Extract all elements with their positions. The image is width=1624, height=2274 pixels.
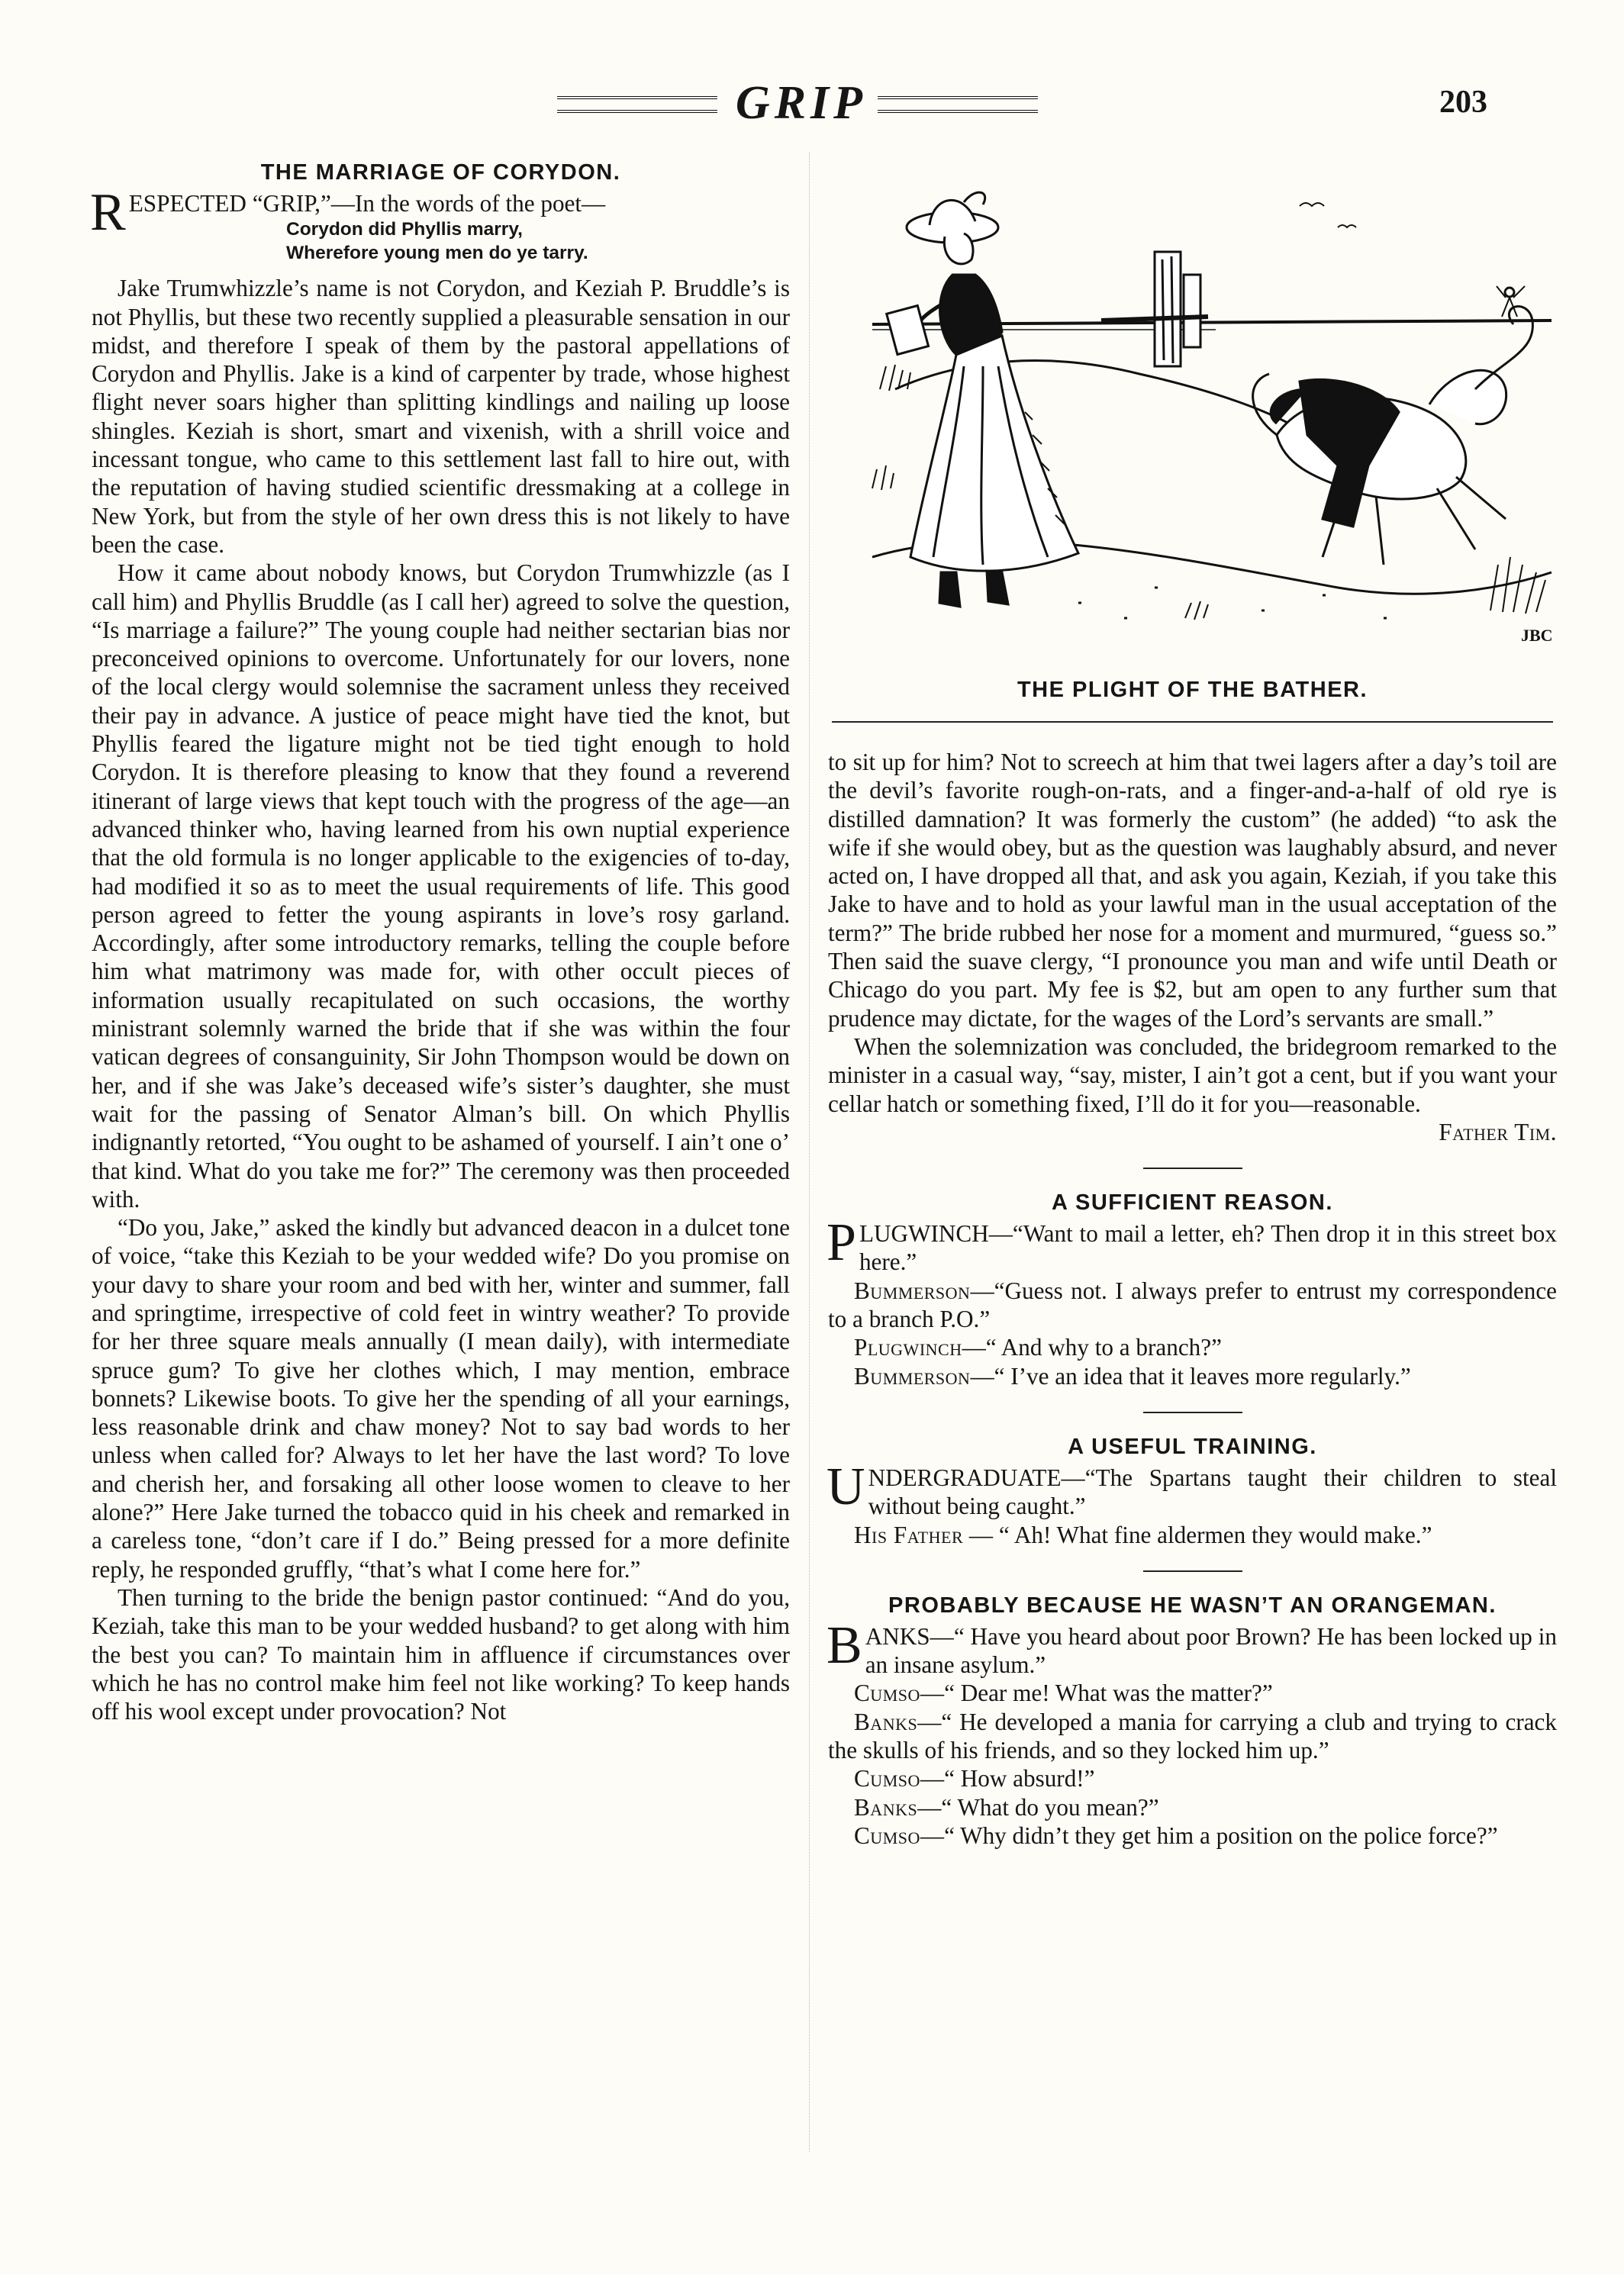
dropcap-b: B [826, 1615, 862, 1675]
illustration-drawing [849, 160, 1559, 668]
speaker-name: NDERGRADUATE [868, 1464, 1062, 1491]
dialogue-line [828, 1764, 1557, 1792]
dialogue-text: —“Want to mail a letter, eh? Then drop it in this street box here.” [859, 1220, 1557, 1276]
speaker-name: Cumso [854, 1821, 920, 1849]
dialogue-line [828, 1679, 1557, 1707]
page-number: 203 [1439, 85, 1487, 120]
masthead-rule-left [557, 96, 717, 113]
dialogue-line [828, 1277, 1557, 1334]
dialogue-text: —“ What do you mean?” [917, 1793, 1159, 1821]
verse-line-2: Wherefore young men do ye tarry. [286, 243, 588, 264]
dialogue-text: —“ Have you heard about poor Brown? He has been locked up in an insane asylum.” [865, 1622, 1557, 1679]
artist-signature: JBC [1521, 626, 1553, 645]
dialogue-text: —“The Spartans taught their children to steal without being caught.” [868, 1464, 1557, 1520]
dialogue-text: —“ How absurd!” [920, 1765, 1095, 1792]
speaker-name: Banks [854, 1708, 918, 1735]
separator-rule [1143, 1168, 1242, 1169]
speaker-name: Banks [854, 1793, 918, 1821]
dialogue-text: —“ And why to a branch?” [962, 1334, 1222, 1361]
masthead-logo: GRIP [735, 77, 868, 129]
paragraph-6: When the solemnization was concluded, the bridegroom remarked to the minister in a casual way, “say, mister, I ain’t got a cent, but if you want your cellar hatch or something fixed, I’ll do it for you—reasonable. [828, 1032, 1557, 1117]
dialogue-line [826, 1457, 1557, 1521]
speaker-name: Cumso [854, 1765, 920, 1792]
speaker-name: ANKS [865, 1622, 930, 1650]
speaker-name: Plugwinch [854, 1334, 962, 1361]
dropcap-p: P [826, 1213, 856, 1273]
dialogue-line [828, 1821, 1557, 1850]
article-title-marriage: THE MARRIAGE OF CORYDON. [260, 160, 621, 185]
dialogue-text: —“ Why didn’t they get him a position on the police force?” [920, 1821, 1498, 1849]
caption-rule [832, 721, 1553, 723]
paragraph-3: “Do you, Jake,” asked the kindly but advanced deacon in a dulcet tone of voice, “take this Keziah to be your wedded wife? Do you promise on your davy to share your room and bed with her, winter and summer, fall and springtime, irrespective of cold feet in wintry weather? To provide for her three square meals annually (I mean daily), with intermediate spruce gum? To give her clothes which, I may mention, embrace bonnets? Likewise boots. To give her the spending of all your earnings, less reasonable drink and chaw money? Not to say bad words to her unless when called for? Always to let her have the last word? To love and cherish her, and forsaking all other loose women to cleave to her alone?” Here Jake turned the tobacco quid in his cheek and remarked in a careless tone, “don’t care if I do.” Being pressed for a more definite reply, he responded gruffly, “that’s what I come here for.” [92, 1214, 790, 1583]
paragraph-4: Then turning to the bride the benign pastor continued: “And do you, Keziah, take this man to be your wedded husband? to get along with him the best you can? To maintain him in affluence if circumstances over which he has no control make him feel not like working? To keep hands off his wool except under provocation? Not [92, 1583, 790, 1725]
left-column [92, 157, 790, 1725]
bather-illustration [849, 160, 1559, 668]
masthead-rule-right [878, 96, 1038, 113]
dropcap-r: R [90, 183, 126, 242]
signature: Father Tim. [1439, 1118, 1557, 1145]
separator-rule [1143, 1412, 1242, 1413]
illustration-caption: THE PLIGHT OF THE BATHER. [1017, 678, 1368, 702]
speaker-name: Bummerson [854, 1362, 971, 1390]
speaker-name: LUGWINCH [859, 1220, 989, 1248]
speaker-name: Bummerson [854, 1277, 971, 1304]
dialogue-line [826, 1615, 1557, 1680]
paragraph-1: Jake Trumwhizzle’s name is not Corydon, and Keziah P. Bruddle’s is not Phyllis, but these two recently supplied a pleasurable sensation in our midst, and therefore I speak of them by the pastoral appellations of Corydon and Phyllis. Jake is a kind of carpenter by trade, whose highest flight never soars higher than splitting kindlings and nailing up loose shingles. Keziah is short, smart and vixenish, with a shrill voice and incessant tongue, who came to this settlement last fall to hire out, with the reputation of having studied scientific dressmaking at a college in New York, but from the style of her own dress this is not likely to have been the case. [92, 275, 790, 558]
verse-line-1: Corydon did Phyllis marry, [286, 219, 523, 240]
right-column [828, 748, 1557, 1850]
dialogue-text: — “ Ah! What fine aldermen they would make.” [963, 1521, 1432, 1548]
speaker-name: His Father [854, 1521, 964, 1548]
dialogue-line [828, 1333, 1557, 1361]
article-title-training: A USEFUL TRAINING. [1068, 1434, 1317, 1459]
dialogue-text: —“ He developed a mania for carrying a club and trying to crack the skulls of his friends, and so they locked him up.” [828, 1708, 1557, 1764]
salutation-text: ESPECTED “GRIP,”—In the words of the poet— [128, 190, 606, 217]
dialogue-line [828, 1708, 1557, 1765]
verse-quote [286, 217, 790, 265]
paragraph-5: to sit up for him? Not to screech at him that twei lagers after a day’s toil are the devil’s favorite rough-on-rats, and a finger-and-a-half of old rye is distilled damnation? It was formerly the custom” (he added) “to ask the wife if she would obey, but as the question was laughably absurd, and never acted on, I have dropped all that, and ask you again, Keziah, if you take this Jake to have and to hold as your lawful man in the usual acceptation of the term?” The bride rubbed her nose for a moment and murmured, “guess so.” Then said the suave clergy, “I pronounce you man and wife until Death or Chicago do you part. My fee is $2, but am open to any further sum that prudence may dictate, for the wages of the Lord’s servants are small.” [828, 749, 1557, 1032]
separator-rule [1143, 1570, 1242, 1572]
dialogue-text: —“Guess not. I always prefer to entrust my correspondence to a branch P.O.” [828, 1277, 1557, 1333]
dialogue-text: —“ Dear me! What was the matter?” [920, 1680, 1273, 1707]
speaker-name: Cumso [854, 1680, 920, 1707]
dialogue-line [828, 1521, 1557, 1549]
dialogue-line [826, 1213, 1557, 1277]
paragraph-2: How it came about nobody knows, but Corydon Trumwhizzle (as I call him) and Phyllis Bruddle (as I call her) agreed to solve the question, “Is marriage a failure?” The young couple had neither sectarian bias nor preconceived opinions to overcome. Unfortunately for our lovers, none of the local clergy would solemnise the sacrament unless they received their pay in advance. A justice of peace might have tied the knot, but Phyllis feared the ligature might not be tied tight enough to hold Corydon. It is therefore pleasing to know that they found a reverend itinerant of large views that kept touch with the progress of the age—an advanced thinker who, having learned from his own nuptial experience that the old formula is no longer applicable to the exigencies of to-day, had modified it so as to meet the usual requirements of life. This good person agreed to fetter the young aspirants in love’s rosy garland. Accordingly, after some introductory remarks, telling the couple before him what matrimony was made for, with other occult pieces of information usually recapitulated on such occasions, the worthy ministrant solemnly warned the bride that if she was within the four vatican degrees of consanguinity, Sir John Thompson would be down on her, and if she was Jake’s deceased wife’s sister’s daughter, she must wait for the passing of Senator Alman’s bill. On which Phyllis indignantly retorted, “You ought to be ashamed of yourself. I ain’t one o’ that kind. What do you take me for?” The ceremony was then proceeded with. [92, 559, 790, 1213]
masthead [534, 76, 1068, 130]
article-title-orangeman: PROBABLY BECAUSE HE WASN’T AN ORANGEMAN. [888, 1593, 1497, 1618]
dialogue-text: —“ I’ve an idea that it leaves more regularly.” [970, 1362, 1411, 1390]
column-divider [809, 153, 810, 2152]
article-title-reason: A SUFFICIENT REASON. [1052, 1190, 1333, 1216]
dialogue-line [828, 1362, 1557, 1390]
dialogue-line [828, 1793, 1557, 1821]
dropcap-u: U [826, 1457, 865, 1516]
